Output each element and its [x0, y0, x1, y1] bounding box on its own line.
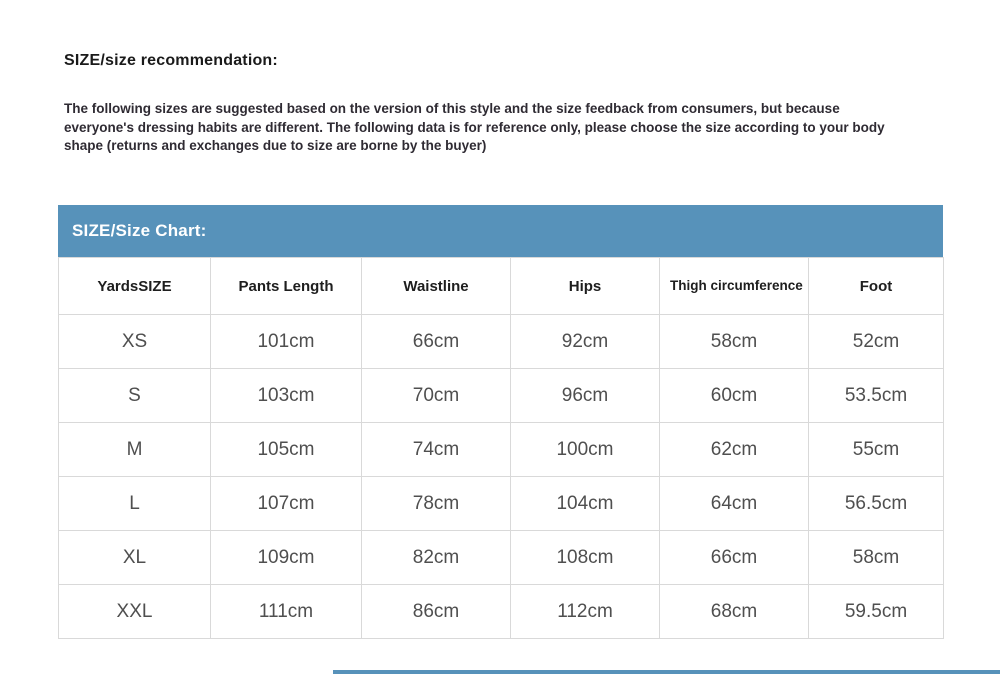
foot-value: 55cm [809, 423, 944, 477]
recommendation-body-text: The following sizes are suggested based on the version of this style and the size feedback from consumers, but because everyone's dressing habits are different. The following data is for reference only, please choose the size according to your body shape (returns and exchanges due to size are borne by the buyer) [64, 101, 885, 153]
thigh-value: 66cm [660, 531, 809, 585]
foot-value: 58cm [809, 531, 944, 585]
thigh-value: 58cm [660, 315, 809, 369]
table-row-xs [59, 315, 944, 369]
size-label: M [59, 423, 211, 477]
thigh-value: 60cm [660, 369, 809, 423]
waistline-value: 74cm [362, 423, 511, 477]
column-header-foot: Foot [809, 258, 944, 315]
recommendation-heading: SIZE/size recommendation: [64, 52, 278, 69]
table-header-row [59, 258, 944, 315]
size-label: XS [59, 315, 211, 369]
waistline-value: 70cm [362, 369, 511, 423]
hips-value: 96cm [511, 369, 660, 423]
pants-length-value: 111cm [211, 585, 362, 639]
column-header-hips: Hips [511, 258, 660, 315]
foot-value: 52cm [809, 315, 944, 369]
size-chart-title-bar [58, 205, 943, 257]
column-header-pants-length: Pants Length [211, 258, 362, 315]
thigh-value: 64cm [660, 477, 809, 531]
foot-value: 56.5cm [809, 477, 944, 531]
size-label: L [59, 477, 211, 531]
pants-length-value: 105cm [211, 423, 362, 477]
pants-length-value: 103cm [211, 369, 362, 423]
bottom-accent-strip [333, 670, 1000, 674]
pants-length-value: 107cm [211, 477, 362, 531]
pants-length-value: 109cm [211, 531, 362, 585]
foot-value: 53.5cm [809, 369, 944, 423]
waistline-value: 82cm [362, 531, 511, 585]
size-chart-section [58, 205, 943, 639]
waistline-value: 66cm [362, 315, 511, 369]
table-row-xl [59, 531, 944, 585]
column-header-size: YardsSIZE [59, 258, 211, 315]
hips-value: 112cm [511, 585, 660, 639]
hips-value: 100cm [511, 423, 660, 477]
hips-value: 104cm [511, 477, 660, 531]
thigh-value: 62cm [660, 423, 809, 477]
table-row-s [59, 369, 944, 423]
column-header-thigh-circumference: Thigh circumference [660, 258, 809, 315]
hips-value: 92cm [511, 315, 660, 369]
waistline-value: 78cm [362, 477, 511, 531]
table-row-m [59, 423, 944, 477]
size-label: XL [59, 531, 211, 585]
hips-value: 108cm [511, 531, 660, 585]
waistline-value: 86cm [362, 585, 511, 639]
pants-length-value: 101cm [211, 315, 362, 369]
size-chart-table [58, 257, 944, 639]
size-label: XXL [59, 585, 211, 639]
size-chart-title: SIZE/Size Chart: [72, 221, 207, 240]
thigh-value: 68cm [660, 585, 809, 639]
column-header-waistline: Waistline [362, 258, 511, 315]
size-label: S [59, 369, 211, 423]
foot-value: 59.5cm [809, 585, 944, 639]
table-row-xxl [59, 585, 944, 639]
table-row-l [59, 477, 944, 531]
